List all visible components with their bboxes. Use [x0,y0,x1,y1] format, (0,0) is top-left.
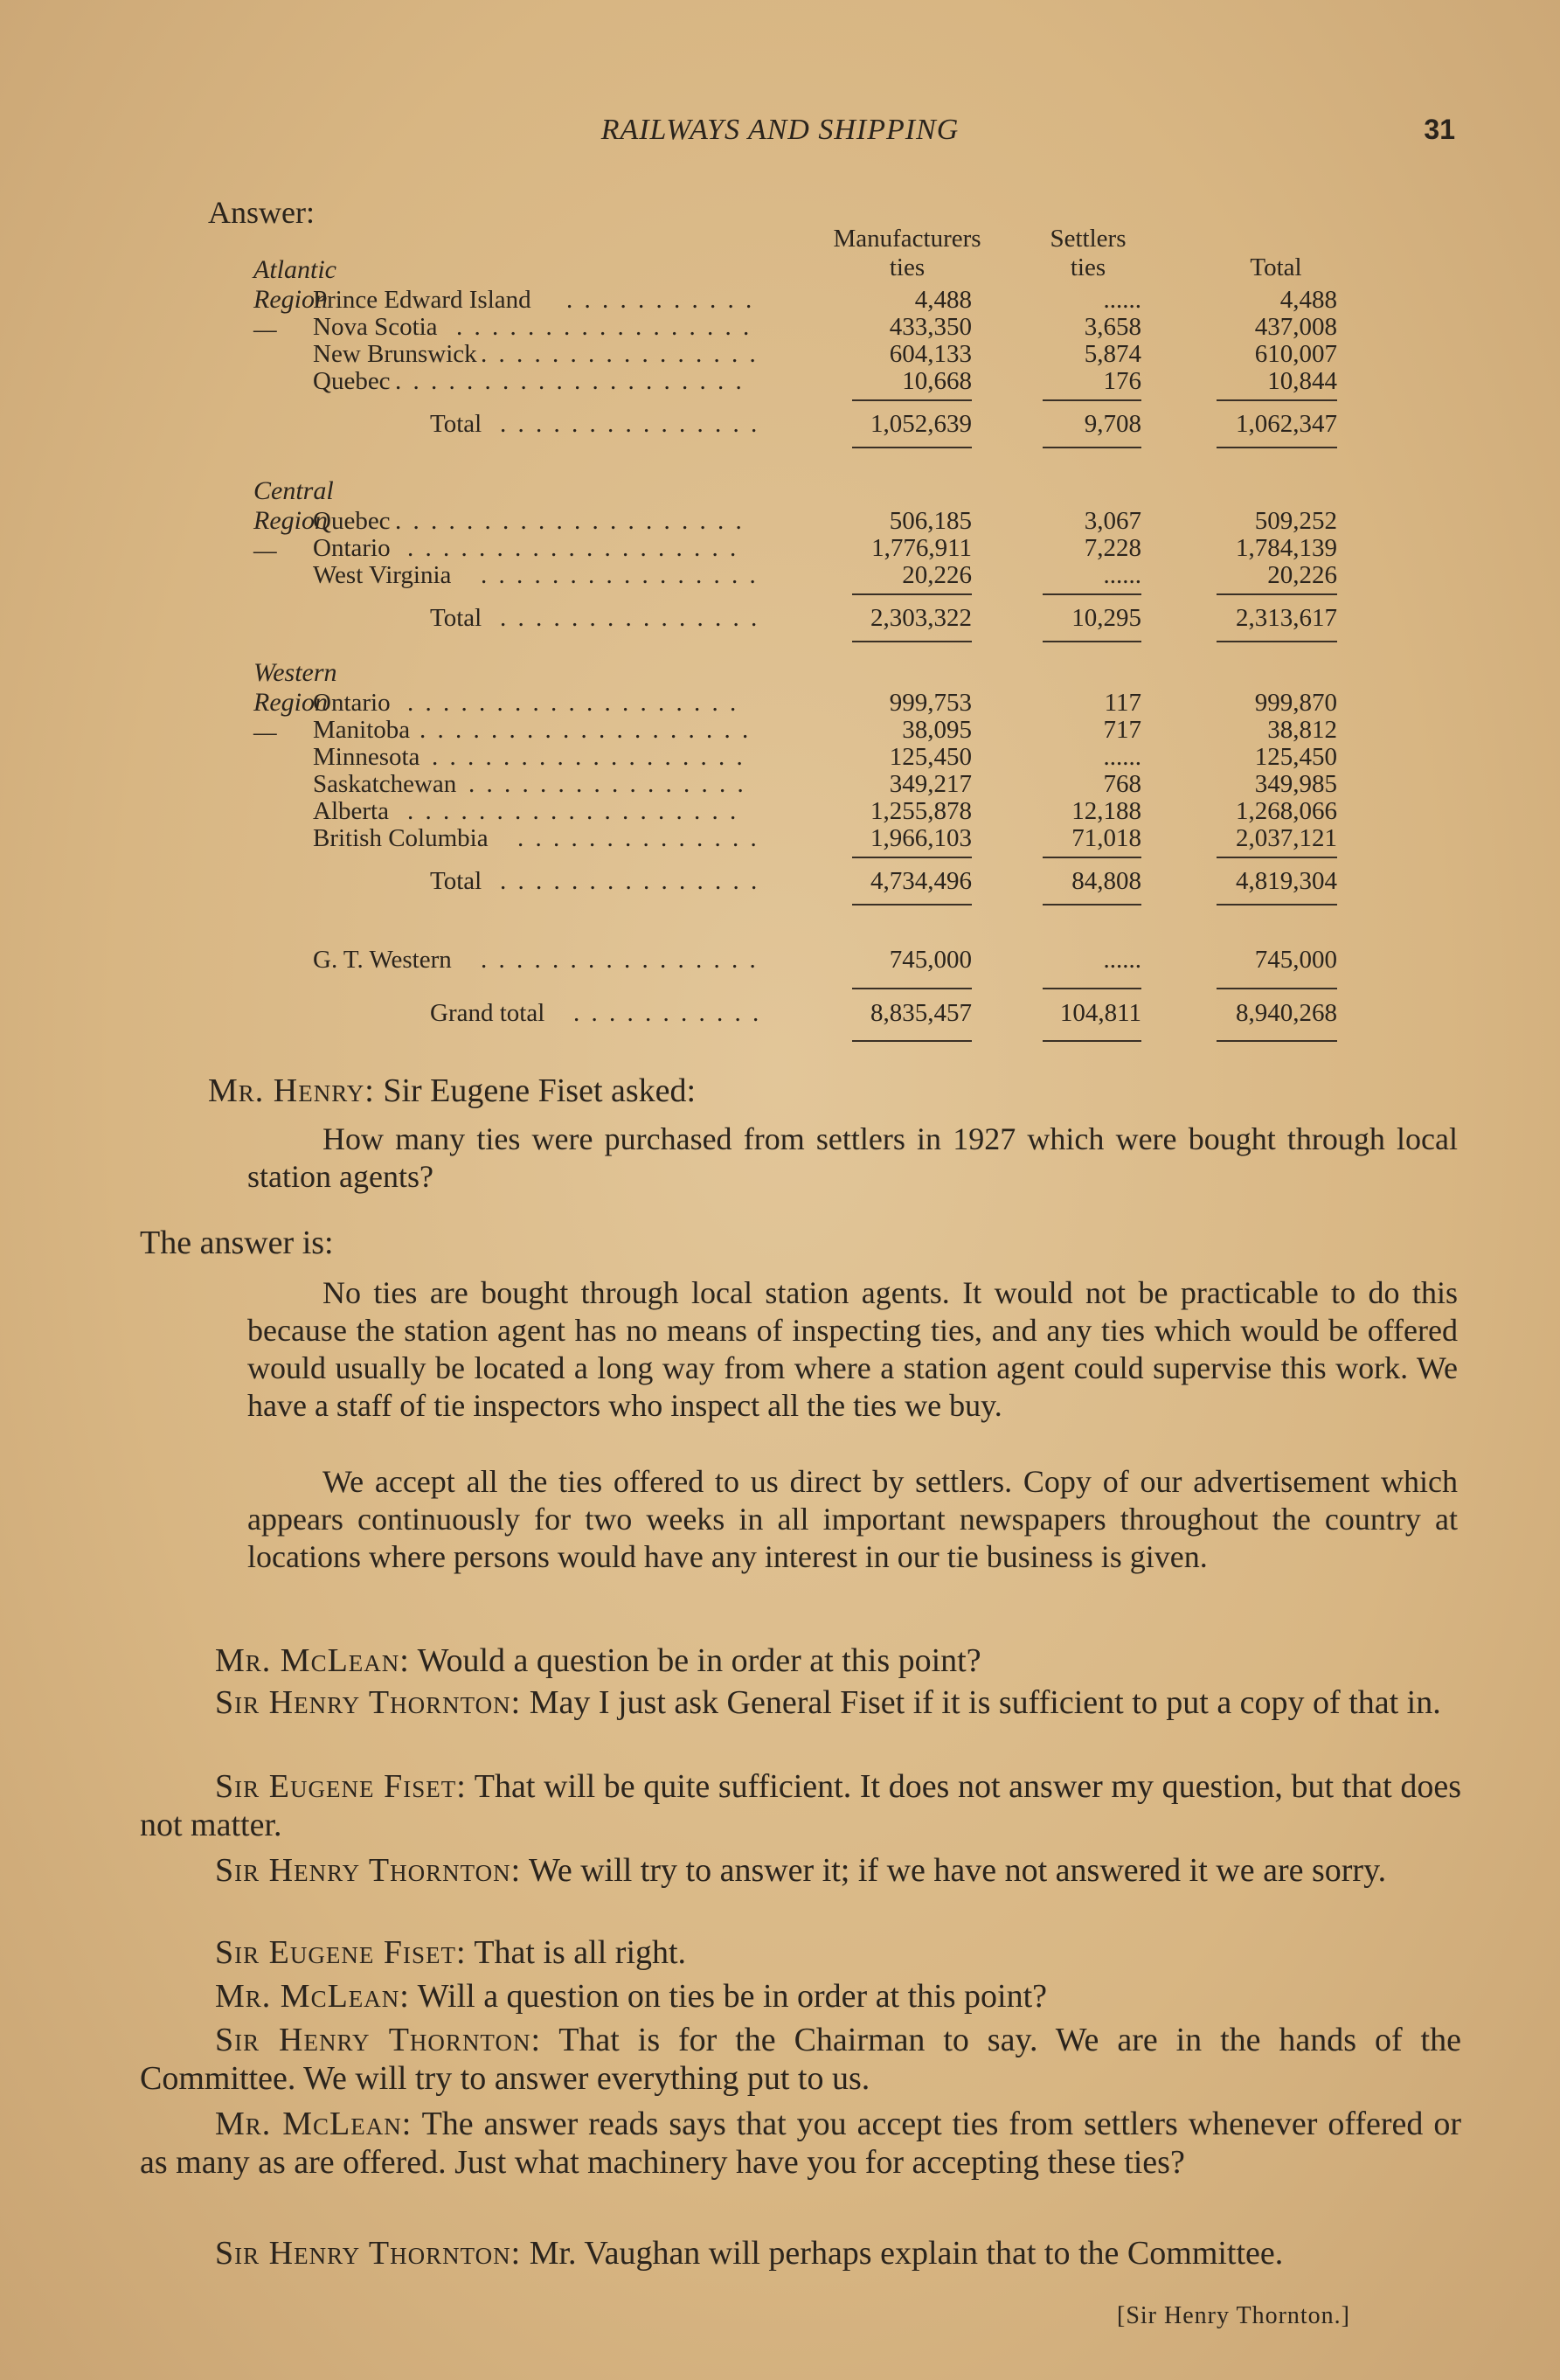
sum-rule [852,593,972,595]
leader-dots: . . . . . . . . . . . . . . . . . . . . [395,367,745,395]
table-row [0,689,1560,717]
leader-dots: . . . . . . . . . . . . . . . [500,604,760,632]
cell-settlers: 12,188 [1071,797,1141,825]
region-heading: Central Region— [253,476,334,565]
speaker-name: Sir Henry Thornton: [215,2235,522,2272]
henry-question-intro [208,1072,1466,1110]
table-row [0,743,1560,771]
cell-settlers: ...... [1103,286,1141,314]
speaker-name: Mr. McLean: [215,2106,413,2142]
cell-manufacturers: 4,734,496 [870,867,972,895]
sum-rule [1043,857,1141,858]
cell-manufacturers: 999,753 [889,689,972,717]
leader-dots: . . . . . . . . . . . . . . . . . . . [419,716,752,744]
sum-rule [1217,641,1337,642]
sum-rule [1043,988,1141,989]
sum-rule [1043,399,1141,401]
cell-settlers: 176 [1103,367,1141,395]
exchange-paragraph [140,1641,1461,1680]
cell-total: 20,226 [1267,561,1337,589]
speech-text: We will try to answer it; if we have not answered it we are sorry. [521,1852,1387,1889]
cell-total: 610,007 [1254,340,1337,368]
cell-total: 10,844 [1267,367,1337,395]
cell-total: 2,313,617 [1236,604,1337,632]
cell-total: 999,870 [1254,689,1337,717]
speaker-name: Sir Eugene Fiset: [215,1768,467,1805]
sum-rule [1043,593,1141,595]
table-row [0,946,1560,974]
cell-settlers: 3,658 [1084,313,1141,341]
row-label: Ontario [313,689,391,717]
region-heading: Western Region— [253,658,337,746]
speaker-name: Sir Henry Thornton: [215,1684,522,1721]
leader-dots: . . . . . . . . . . . . . . . [500,410,760,438]
speaker-name: Mr. Henry: [208,1072,375,1109]
exchange-paragraph [140,1767,1461,1844]
region-heading: Atlantic Region— [253,255,336,343]
cell-total: 8,940,268 [1236,999,1337,1027]
table-row [0,340,1560,368]
cell-manufacturers: 745,000 [889,946,972,974]
leader-dots: . . . . . . . . . . . . . . . . [468,770,746,798]
leader-dots: . . . . . . . . . . . . . . . . [481,340,759,368]
row-label: Quebec [313,507,391,535]
speaker-name: Sir Eugene Fiset: [215,1934,467,1971]
cell-settlers: 768 [1103,770,1141,798]
speech-text: Will a question on ties be in order at this point? [409,1978,1048,2015]
sum-rule [852,641,972,642]
leader-dots: . . . . . . . . . . . . . . . . . . . [407,534,739,562]
exchange-paragraph [140,1851,1461,1890]
cell-manufacturers: 506,185 [889,507,972,535]
row-label: Prince Edward Island [313,286,531,314]
row-label: Saskatchewan [313,770,457,798]
cell-settlers: 9,708 [1084,410,1141,438]
leader-dots: . . . . . . . . . . . . . . . . [481,561,759,589]
leader-dots: . . . . . . . . . . . . . . . . . . [432,743,745,771]
cell-settlers: ...... [1103,743,1141,771]
row-label: Grand total [430,999,545,1027]
row-label: New Brunswick [313,340,477,368]
speech-text: The answer reads says that you accept ties from settlers whenever offered or as many as are offered. Just what machinery have you for accepting these ties? [140,2106,1461,2181]
sum-rule [1043,904,1141,906]
sum-rule [852,988,972,989]
cell-manufacturers: 4,488 [914,286,972,314]
speech-text: Sir Eugene Fiset asked: [383,1072,697,1109]
sum-rule [852,1040,972,1042]
table-row [0,367,1560,395]
row-label: Minnesota [313,743,420,771]
answer-label: Answer: [208,195,315,230]
row-label: Total [430,867,482,895]
sum-rule [1043,1040,1141,1042]
cell-total: 125,450 [1254,743,1337,771]
exchange-paragraph [140,2105,1461,2182]
cell-manufacturers: 20,226 [902,561,972,589]
cell-total: 509,252 [1254,507,1337,535]
total-row [0,410,1560,438]
cell-manufacturers: 2,303,322 [870,604,972,632]
sum-rule [852,857,972,858]
row-label: Ontario [313,534,391,562]
leader-dots: . . . . . . . . . . . [573,999,762,1027]
table-row [0,313,1560,341]
sum-rule [1217,904,1337,906]
cell-total: 1,784,139 [1236,534,1337,562]
table-row [0,716,1560,744]
cell-manufacturers: 10,668 [902,367,972,395]
speech-text: Mr. Vaughan will perhaps explain that to the Committee. [521,2235,1284,2272]
col-header-total: Total [1250,253,1302,281]
cell-settlers: ...... [1103,561,1141,589]
speaker-name: Mr. McLean: [215,1978,410,2015]
sum-rule [852,447,972,448]
cell-manufacturers: 125,450 [889,743,972,771]
grand-total-row [0,999,1560,1027]
cell-manufacturers: 8,835,457 [870,999,972,1027]
cell-total: 1,062,347 [1236,410,1337,438]
speaker-name: Sir Henry Thornton: [215,1852,522,1889]
row-label: British Columbia [313,824,489,852]
cell-total: 4,819,304 [1236,867,1337,895]
exchange-paragraph [140,2234,1461,2272]
cell-manufacturers: 38,095 [902,716,972,744]
row-label: West Virginia [313,561,452,589]
table-row [0,534,1560,562]
speech-text: Would a question be in order at this point? [409,1642,981,1679]
question-text: How many ties were purchased from settlers in 1927 which were bought through local station agents? [247,1121,1458,1194]
sum-rule [1217,1040,1337,1042]
sum-rule [1217,447,1337,448]
cell-manufacturers: 604,133 [889,340,972,368]
speech-text: That is all right. [466,1934,687,1971]
exchange-paragraph [140,1933,1461,1972]
cell-settlers: 10,295 [1071,604,1141,632]
leader-dots: . . . . . . . . . . . . . . [517,824,759,852]
table-row [0,797,1560,825]
cell-total: 38,812 [1267,716,1337,744]
cell-manufacturers: 1,776,911 [871,534,972,562]
answer-intro: The answer is: [140,1225,334,1261]
table-row [0,286,1560,314]
sum-rule [1217,593,1337,595]
leader-dots: . . . . . . . . . . . . . . . . . . . [407,689,739,717]
sum-rule [1043,447,1141,448]
row-label: G. T. Western [313,946,452,974]
leader-dots: . . . . . . . . . . . . . . . [500,867,760,895]
exchange-paragraph [140,1977,1461,2016]
leader-dots: . . . . . . . . . . . [566,286,755,314]
cell-settlers: 7,228 [1084,534,1141,562]
cell-total: 4,488 [1279,286,1337,314]
leader-dots: . . . . . . . . . . . . . . . . [481,946,759,974]
answer-paragraph-1: No ties are bought through local station agents. It would not be practicable to do this because the station agent has no means of inspecting ties, and any ties which would be offered would usually be located a long way from where a station agent could supervise this work. We have a staff of tie inspectors who inspect all the ties we buy. [247,1275,1458,1423]
cell-settlers: 3,067 [1084,507,1141,535]
sum-rule [1043,641,1141,642]
exchange-paragraph [140,1683,1461,1722]
row-label: Total [430,604,482,632]
cell-settlers: 84,808 [1071,867,1141,895]
cell-manufacturers: 433,350 [889,313,972,341]
page-number: 31 [1424,114,1455,145]
cell-total: 437,008 [1254,313,1337,341]
row-label: Total [430,410,482,438]
speech-text: That will be quite sufficient. It does not answer my question, but that does not matter. [140,1768,1461,1843]
cell-settlers: ...... [1103,946,1141,974]
cell-settlers: 717 [1103,716,1141,744]
sum-rule [852,904,972,906]
speaker-name: Mr. McLean: [215,1642,410,1679]
total-row [0,604,1560,632]
cell-manufacturers: 1,052,639 [870,410,972,438]
speaker-name: Sir Henry Thornton: [215,2022,541,2058]
table-row [0,561,1560,589]
leader-dots: . . . . . . . . . . . . . . . . . [456,313,752,341]
answer-paragraph-2: We accept all the ties offered to us direct by settlers. Copy of our advertisement which appears continuously for two weeks in all important newspapers throughout the country at locations where persons would have any interest in our tie business is given. [247,1464,1458,1574]
sum-rule [1217,857,1337,858]
cell-settlers: 5,874 [1084,340,1141,368]
cell-total: 349,985 [1254,770,1337,798]
cell-total: 2,037,121 [1236,824,1337,852]
cell-settlers: 71,018 [1071,824,1141,852]
sum-rule [1217,399,1337,401]
leader-dots: . . . . . . . . . . . . . . . . . . . [407,797,739,825]
cell-manufacturers: 1,255,878 [870,797,972,825]
row-label: Quebec [313,367,391,395]
col-header-settlers: Settlers ties [1050,225,1127,281]
sum-rule [1217,988,1337,989]
row-label: Manitoba [313,716,411,744]
row-label: Alberta [313,797,389,825]
cell-manufacturers: 1,966,103 [870,824,972,852]
speech-text: That is for the Chairman to say. We are in the hands of the Committee. We will try to answer everything put to us. [140,2022,1461,2097]
cell-manufacturers: 349,217 [889,770,972,798]
cell-total: 745,000 [1254,946,1337,974]
sum-rule [852,399,972,401]
running-title: RAILWAYS AND SHIPPING [600,114,960,146]
cell-settlers: 117 [1104,689,1141,717]
cell-total: 1,268,066 [1236,797,1337,825]
exchange-paragraph [140,2021,1461,2098]
row-label: Nova Scotia [313,313,438,341]
table-row [0,507,1560,535]
table-row [0,770,1560,798]
footer-speaker-note: [Sir Henry Thornton.] [1117,2302,1350,2329]
col-header-manufacturers: Manufacturers ties [833,225,981,281]
total-row [0,867,1560,895]
cell-settlers: 104,811 [1059,999,1141,1027]
table-row [0,824,1560,852]
speech-text: May I just ask General Fiset if it is sufficient to put a copy of that in. [521,1684,1441,1721]
leader-dots: . . . . . . . . . . . . . . . . . . . . [395,507,745,535]
